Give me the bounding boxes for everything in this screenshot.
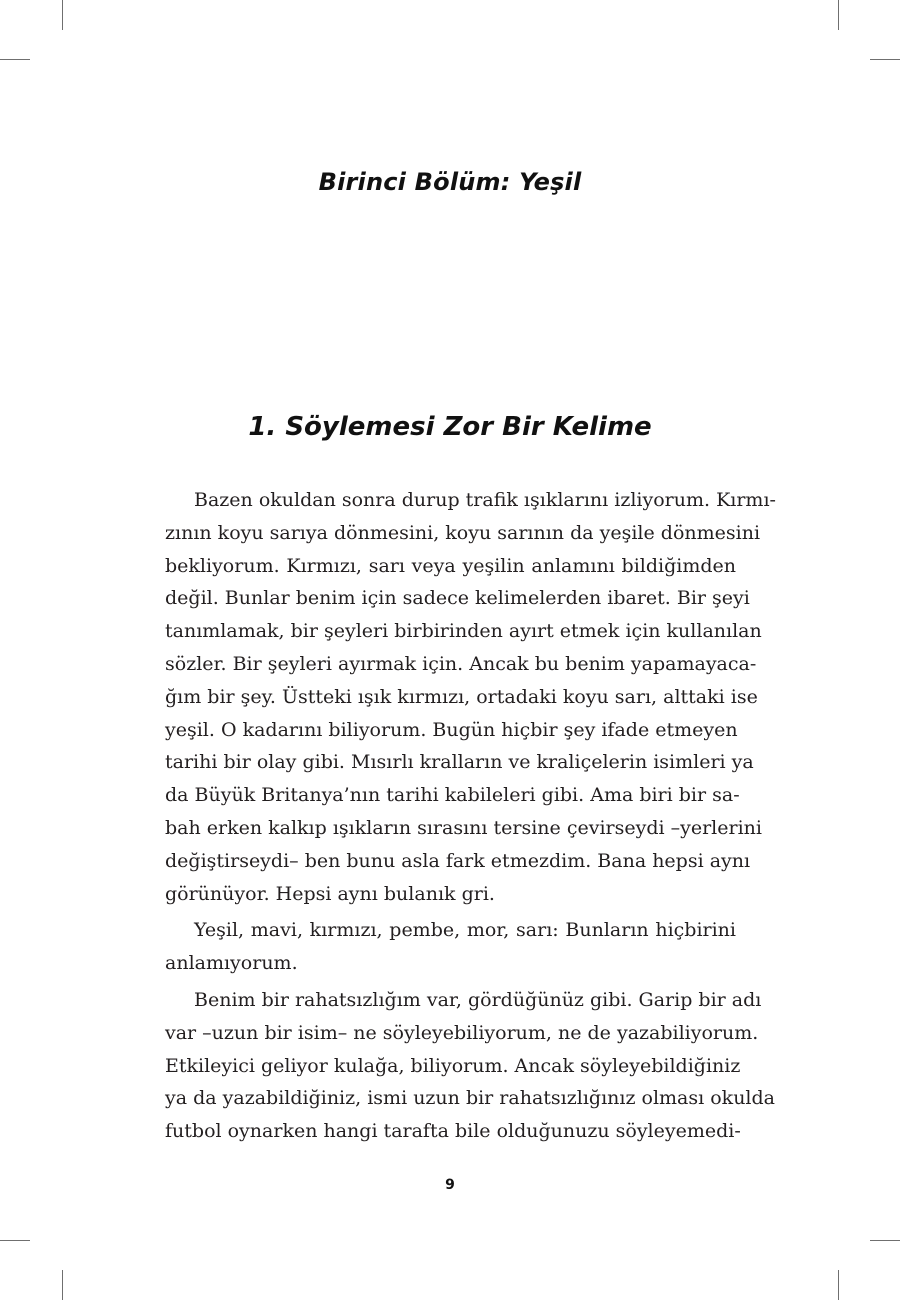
text-line: sözler. Bir şeyleri ayırmak için. Ancak bu benim yapamayaca-	[165, 652, 757, 675]
text-line: Yeşil, mavi, kırmızı, pembe, mor, sarı: Bunların hiçbirini	[194, 919, 736, 942]
text-line: yeşil. O kadarını biliyorum. Bugün hiçbir şey ifade etmeyen	[165, 718, 738, 741]
crop-mark-top-right	[838, 0, 839, 30]
crop-mark-bottom-right	[838, 1270, 839, 1300]
text-line: bah erken kalkıp ışıkların sırasını tersine çevirseydi –yerlerini	[165, 816, 762, 839]
text-line: futbol oynarken hangi tarafta bile olduğunuzu söyleyemedi-	[165, 1120, 741, 1143]
crop-mark-bottom-right-h	[870, 1240, 900, 1241]
paragraph	[165, 484, 776, 910]
crop-mark-bottom-left-h	[0, 1240, 30, 1241]
text-line: tanımlamak, bir şeyleri birbirinden ayırt etmek için kullanılan	[165, 620, 762, 643]
text-line: ğım bir şey. Üstteki ışık kırmızı, ortadaki koyu sarı, alttaki ise	[165, 685, 758, 708]
crop-mark-top-left	[62, 0, 63, 30]
text-line: zının koyu sarıya dönmesini, koyu sarının da yeşile dönmesini	[165, 521, 761, 544]
paragraph	[165, 914, 736, 980]
text-line: bekliyorum. Kırmızı, sarı veya yeşilin anlamını bildiğimden	[165, 554, 736, 577]
chapter-title: 1. Söylemesi Zor Bir Kelime	[248, 412, 652, 442]
text-line: ya da yazabildiğiniz, ismi uzun bir rahatsızlığınız olması okulda	[165, 1087, 775, 1110]
text-line: tarihi bir olay gibi. Mısırlı kralların ve kraliçelerin isimleri ya	[165, 751, 754, 774]
part-title: Birinci Bölüm: Yeşil	[318, 168, 582, 196]
text-line: da Büyük Britanya’nın tarihi kabileleri gibi. Ama biri bir sa-	[165, 784, 740, 807]
crop-mark-top-left-h	[0, 59, 30, 60]
page-number: 9	[445, 1177, 455, 1193]
text-line: görünüyor. Hepsi aynı bulanık gri.	[165, 882, 495, 905]
text-line: değiştirseydi– ben bunu asla fark etmezdim. Bana hepsi aynı	[165, 849, 751, 872]
text-line: değil. Bunlar benim için sadece kelimelerden ibaret. Bir şeyi	[165, 587, 750, 610]
crop-mark-top-right-h	[870, 59, 900, 60]
text-line: Etkileyici geliyor kulağa, biliyorum. Ancak söyleyebildiğiniz	[165, 1054, 741, 1077]
crop-mark-bottom-left	[62, 1270, 63, 1300]
text-line: Bazen okuldan sonra durup trafik ışıklarını izliyorum. Kırmı-	[194, 489, 776, 511]
body-text	[165, 484, 776, 1148]
text-line: anlamıyorum.	[165, 952, 298, 975]
text-line: var –uzun bir isim– ne söyleyebiliyorum, ne de yazabiliyorum.	[165, 1021, 759, 1044]
text-line: Benim bir rahatsızlığım var, gördüğünüz gibi. Garip bir adı	[194, 988, 762, 1011]
paragraph	[165, 984, 775, 1148]
